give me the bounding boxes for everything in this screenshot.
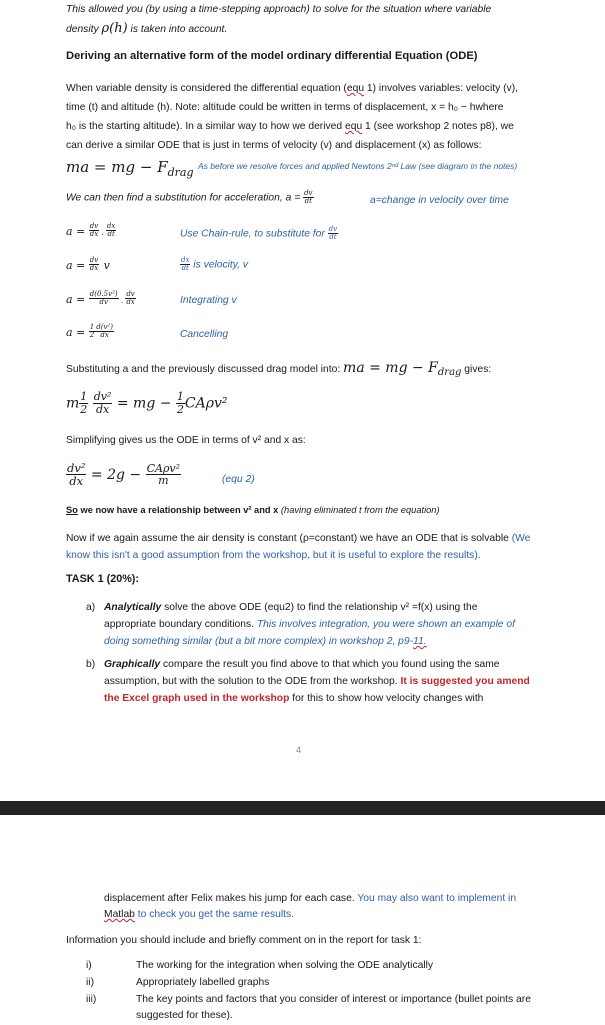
equ2-label: (equ 2) (222, 474, 255, 485)
frac-den: dx (95, 402, 110, 416)
list-num: iii) (86, 994, 97, 1005)
para1-text-3b: 1 (see workshop 2 notes p8), we (362, 121, 514, 132)
task-b-text-2: assumption, but with the solution to the ODE from the workshop. (104, 676, 401, 687)
dv-dt-fraction (303, 190, 313, 206)
velocity-v: v (103, 259, 110, 272)
step3-frac-a (89, 291, 119, 307)
task-a-blue: This involves integration, you were shown an example of (256, 619, 515, 630)
step2-frac (89, 257, 99, 273)
step-3-note: Integrating v (180, 295, 237, 306)
dot: . (99, 229, 106, 237)
task-a-label: a) (86, 602, 96, 613)
task-b-red-3: the Excel graph used in the workshop (104, 693, 290, 704)
eq-main-note: As before we resolve forces and applied Newtons 2ⁿᵈ Law (see diagram in the notes) (197, 161, 518, 171)
frac-den: dt (329, 233, 337, 242)
frac-num: d(v²) (96, 322, 113, 331)
list-text: The working for the integration when solving the ODE analytically (136, 960, 434, 971)
frac-num: dx (181, 256, 190, 264)
accel-note: a=change in velocity over time (370, 195, 509, 206)
task-a-bold: Analytically (104, 602, 162, 613)
para1-line1 (66, 79, 518, 98)
task-a-line3 (104, 632, 427, 651)
eq2-frac-b (93, 391, 113, 415)
frac-den: m (158, 474, 169, 488)
frac-num: 1 (176, 390, 184, 403)
eq3-mid: = 2g − (86, 466, 146, 483)
step-lhs: a = (66, 225, 89, 238)
frac-num: dv² (67, 461, 86, 475)
main-equation (66, 158, 517, 179)
frac-num: dv (126, 289, 135, 298)
substitution-line (66, 190, 314, 206)
frac-num: 1 (80, 390, 88, 403)
page2-blue-2: to check you get the same results. (134, 909, 295, 920)
page-number: 4 (296, 745, 302, 755)
info-line: Information you should include and briefly comment on in the report for task 1: (66, 935, 422, 946)
subst-text: We can then find a substitution for acceleration, a = (66, 192, 304, 204)
section-heading: Deriving an alternative form of the model ordinary differential Equation (ODE) (66, 50, 478, 62)
note-text: Use Chain-rule, to substitute for (180, 228, 328, 240)
eq3-frac-a (66, 462, 86, 487)
assume-text: Now if we again assume the air density is constant (ρ=constant) we have an ODE that is solvable (66, 533, 512, 544)
note-frac (180, 257, 190, 273)
step1-frac-b (106, 223, 116, 239)
dot: . (118, 297, 126, 305)
assume-line-2: know this isn't a good assumption from the workshop, but it is useful to explore the results). (66, 550, 481, 561)
step-2-note (180, 257, 248, 273)
step-4 (66, 323, 114, 341)
frac-num: dv² (93, 390, 112, 403)
eq2-frac-c (176, 391, 185, 415)
eq2-frac-a (79, 391, 88, 415)
para1-line3 (66, 117, 514, 136)
frac-den: dx (89, 230, 99, 239)
step-1 (66, 222, 116, 240)
para1-line2: time (t) and altitude (h). Note: altitude could be written in terms of displacement, x = h₀ − hwhere (66, 102, 504, 113)
intro-line-2 (66, 19, 227, 39)
page-link[interactable]: 11. (413, 636, 427, 647)
frac-den: 2 (89, 331, 95, 340)
equation-2 (66, 462, 181, 487)
para1-text-3: h₀ is the starting altitude). In a similar way to how we derived (66, 121, 345, 132)
step1-frac-a (89, 223, 99, 239)
page2-line2 (104, 905, 294, 924)
frac-den: dx (126, 298, 135, 307)
frac-num: dv (304, 189, 313, 197)
step-2 (66, 256, 110, 274)
step-lhs: a = (66, 293, 89, 306)
task-a-text: solve the above ODE (equ2) to find the relationship v² =f(x) using the (161, 602, 478, 613)
subst-drag-line (66, 359, 491, 382)
task-b-text: compare the result you find above to that which you found using the same (160, 659, 500, 670)
eq2-m: m (66, 395, 80, 412)
frac-den: dt (181, 264, 189, 273)
list-text: Appropriately labelled graphs (136, 977, 270, 988)
frac-den: dv (99, 298, 108, 307)
intro-line-1: This allowed you (by using a time-stepping approach) to solve for the situation where variable (66, 4, 492, 15)
relationship-bold: we now have a relationship between v² and x (77, 505, 279, 515)
frac-num: 1 (89, 322, 95, 331)
para1-line4: can derive a similar ODE that is just in terms of velocity (v) and displacement (x) as follows: (66, 140, 482, 151)
so-word: So (66, 505, 78, 515)
page2-blue: You may also want to implement in (357, 893, 517, 904)
task-b-bold: Graphically (104, 659, 161, 670)
task-b-line3 (104, 689, 483, 708)
task-b-label: b) (86, 659, 96, 670)
intro-text-end: is taken into account. (127, 24, 228, 35)
subst-drag-tail: gives: (461, 364, 492, 375)
simplify-line: Simplifying gives us the ODE in terms of v² and x as: (66, 435, 306, 446)
eq-main-text: ma = mg − F (66, 158, 168, 176)
task-a-blue-3: doing something similar (but a bit more complex) in workshop 2, p9- (104, 636, 414, 647)
subst-drag-eq: ma = mg − F (343, 360, 438, 376)
eq-main-sub: drag (167, 166, 194, 180)
step4-frac-b (95, 324, 114, 340)
step-lhs: a = (66, 326, 89, 339)
list-num: ii) (86, 977, 95, 988)
step-4-note: Cancelling (180, 329, 229, 340)
frac-den: dx (69, 474, 84, 489)
density-symbol: ρ(h) (101, 21, 128, 36)
subst-drag-sub: drag (437, 367, 462, 379)
list-item-3-cont: suggested for these). (136, 1010, 233, 1021)
page2-text: displacement after Felix makes his jump for each case. (104, 893, 358, 904)
frac-den: dx (100, 331, 109, 340)
task-a-text-2: appropriate boundary conditions. (104, 619, 257, 630)
task-b-red: It is suggested you amend (400, 676, 530, 687)
equ-link-2[interactable]: equ (344, 121, 363, 132)
frac-den: dt (107, 230, 115, 239)
eq2-tail: CAρv² (184, 395, 228, 412)
equ-link[interactable]: equ (346, 83, 365, 94)
frac-num: CAρv² (146, 461, 181, 475)
page-separator (0, 801, 605, 815)
intro-text: density (66, 24, 102, 35)
equation-substituted (66, 391, 227, 415)
frac-den: 2 (80, 402, 88, 416)
step-1-note (180, 226, 338, 242)
step-lhs: a = (66, 259, 89, 272)
eq2-mid: = mg − (112, 395, 176, 412)
subst-drag-text: Substituting a and the previously discussed drag model into: (66, 364, 344, 375)
frac-den: 2 (176, 402, 184, 416)
assume-blue: (We (511, 533, 531, 544)
step-3 (66, 290, 136, 308)
para1-text-b: 1) involves variables: velocity (v), (364, 83, 518, 94)
eq3-frac-b (146, 463, 181, 487)
frac-num: dv (89, 255, 99, 264)
list-num: i) (86, 960, 92, 971)
relationship-rest: (having eliminated t from the equation) (278, 505, 440, 515)
frac-num: dv (328, 225, 338, 233)
para1-text: When variable density is considered the differential equation ( (66, 83, 347, 94)
frac-num: d(0.5v²) (89, 289, 118, 298)
frac-num: dx (106, 221, 116, 230)
frac-num: dv (89, 221, 99, 230)
task-heading: TASK 1 (20%): (66, 573, 139, 585)
step3-frac-b (125, 291, 135, 307)
note-frac (328, 226, 338, 242)
relationship-line (66, 505, 440, 515)
note-text: is velocity, v (190, 259, 249, 271)
frac-den: dx (89, 264, 99, 273)
task-b-text-3: for this to show how velocity changes with (289, 693, 484, 704)
matlab-link[interactable]: Matlab (104, 909, 135, 920)
list-text: The key points and factors that you consider of interest or importance (bullet points are (136, 994, 531, 1005)
frac-den: dt (304, 197, 312, 206)
